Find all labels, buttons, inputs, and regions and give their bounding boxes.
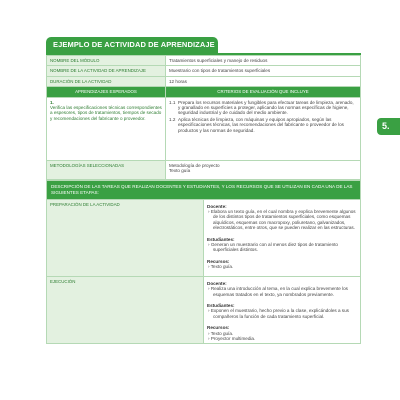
recursos-title: Recursos: — [207, 325, 230, 331]
estudiantes-title: Estudiantes: — [207, 302, 235, 308]
stage-content — [204, 199, 361, 276]
column-header-aprendizajes: APRENDIZAJES ESPERADOS — [47, 87, 166, 97]
criterion-item — [169, 117, 357, 133]
methodology-row — [47, 160, 361, 179]
criteria-cell — [166, 97, 361, 160]
learning-number: 1. — [50, 99, 54, 105]
methodology-label: METODOLOGÍAS SELECCIONADAS — [47, 160, 166, 179]
recursos-item: › Texto guía. — [208, 330, 234, 336]
recursos-item: › Proyector multimedia. — [208, 335, 256, 341]
description-header-row — [47, 180, 361, 199]
criterion-text: Prepara los recursos materiales y fungibles para efectuar tareas de limpieza, arenado, y granallado en superficies a proteger, aplicando las normas específicas de higiene, seguridad industrial y de cuidado del medio ambiente. — [178, 99, 354, 116]
learning-row — [47, 97, 361, 160]
docente-item: › Elabora un texto guía, en el cual nombra y explica brevemente algunos de los distintos tipos de tratamientos superficiales, como esquemas alquídicos, esquemas con macropoxy, poliuretano, galvanizados, electrostáticos, entre otros, que se pueden realizar en las estructuras. — [208, 209, 356, 231]
document-title: EJEMPLO DE ACTIVIDAD DE APRENDIZAJE — [46, 37, 218, 53]
info-label: NOMBRE DEL MÓDULO — [47, 56, 166, 66]
column-header-criterios: CRITERIOS DE EVALUACIÓN QUE INCLUYE — [166, 87, 361, 97]
recursos-item: › Texto guía. — [208, 264, 234, 270]
methodology-item: Texto guía — [169, 168, 191, 174]
stage-row-ejecucion — [47, 276, 361, 344]
learning-outcome — [47, 97, 166, 160]
docente-title: Docente: — [207, 280, 227, 286]
criterion-text: Aplica técnicas de limpieza, con máquinas y equipos apropiados, según las especificaciones técnicas, las recomendaciones del fabricante o proveedor de los productos y las normas de seguridad. — [178, 116, 344, 133]
info-label: NOMBRE DE LA ACTIVIDAD DE APRENDIZAJE — [47, 66, 166, 76]
stage-content — [204, 276, 361, 344]
description-header: DESCRIPCIÓN DE LAS TAREAS QUE REALIZAN DOCENTES Y ESTUDIANTES, Y LOS RECURSOS QUE SE UTILIZAN EN CADA UNA DE LAS SIGUIENTES ETAPAS: — [47, 180, 361, 199]
activity-document — [46, 37, 361, 344]
stage-label: EJECUCIÓN — [47, 276, 204, 344]
stage-label: PREPARACIÓN DE LA ACTIVIDAD — [47, 199, 204, 276]
estudiantes-item: › Generan un muestrario con al menos diez tipos de tratamiento superficiales distintos. — [208, 242, 338, 253]
docente-title: Docente: — [207, 203, 227, 209]
chapter-tab: 5. — [377, 118, 400, 135]
recursos-title: Recursos: — [207, 258, 230, 264]
stages-table — [46, 180, 361, 345]
stage-row-preparacion — [47, 199, 361, 276]
info-row-actividad — [47, 66, 361, 76]
info-table — [46, 55, 361, 180]
estudiantes-title: Estudiantes: — [207, 236, 235, 242]
methodology-item: Metodología de proyecto — [169, 162, 220, 168]
columns-header-row — [47, 87, 361, 97]
info-row-modulo — [47, 56, 361, 66]
info-value: Tratamientos superficiales y manejo de residuos — [166, 56, 361, 66]
criterion-number: 1.1 — [169, 99, 176, 105]
criterion-item — [169, 100, 357, 116]
learning-text: Verifica las especificaciones técnicas correspondientes a espesores, tipos de tratamientos, tiempos de secado y recomendaciones del fabricante o proveedor. — [50, 105, 162, 121]
info-row-duracion — [47, 76, 361, 86]
criterion-number: 1.2 — [169, 116, 176, 122]
info-label: DURACIÓN DE LA ACTIVIDAD — [47, 76, 166, 86]
estudiantes-item: › Exponen el muestrario, hecho previo a la clase, explicándoles a sus compañeros la función de cada tratamiento superficial. — [208, 308, 349, 319]
methodology-value — [166, 160, 361, 179]
info-value: 12 horas — [166, 76, 361, 86]
info-value: Muestrario con tipos de tratamientos superficiales — [166, 66, 361, 76]
docente-item: › Realiza una introducción al tema, en la cual explica brevemente los esquemas tratados en el texto, ya nombrados previamente. — [208, 286, 348, 297]
